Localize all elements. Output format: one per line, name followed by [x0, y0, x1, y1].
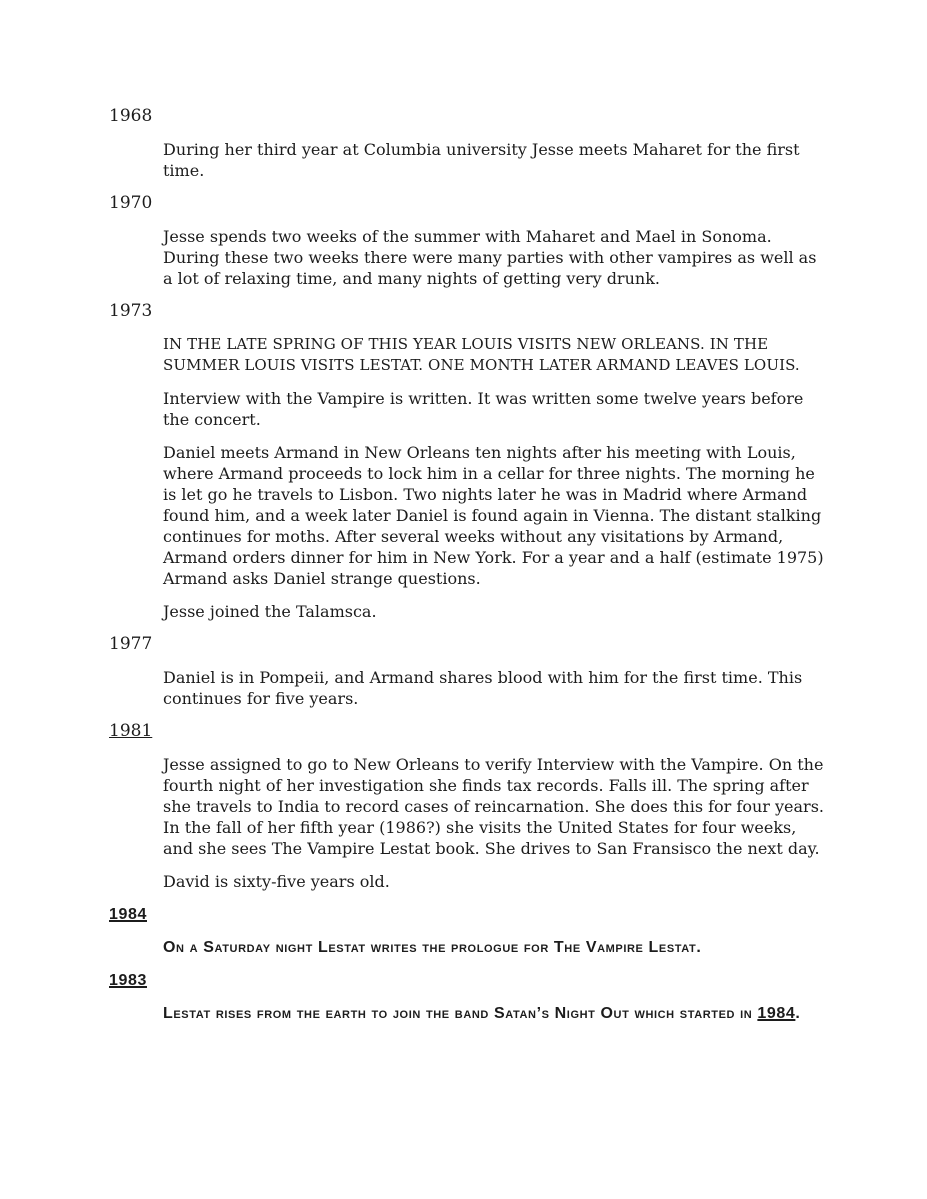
entry-paragraph: Jesse assigned to go to New Orleans to verify Interview with the Vampire. On the fourth night of her investigation she finds tax records. Falls ill. The spring after she travels to India to record cases of reincarnation. She does this for four years. In the fall of her fifth year (1986?) she visits the United States for four weeks, and she sees The Vampire Lestat book. She drives to San Fransisco the next day.: [163, 755, 824, 858]
timeline-entry-1977: [109, 634, 831, 709]
entry-paragraph-bold-smallcaps: On a Saturday night Lestat writes the prologue for The Vampire Lestat.: [163, 939, 702, 956]
entry-paragraph: Daniel meets Armand in New Orleans ten nights after his meeting with Louis, where Armand proceeds to lock him in a cellar for three nights. The morning he is let go he travels to Lisbon. Two nights later he was in Madrid where Armand found him, and a week later Daniel is found again in Vienna. The distant stalking continues for moths. After several weeks without any visitations by Armand, Armand orders dinner for him in New York. For a year and a half (estimate 1975) Armand asks Daniel strange questions.: [163, 443, 824, 588]
timeline-entry-1970: [109, 193, 831, 289]
entry-paragraph: Interview with the Vampire is written. It was written some twelve years before the concert.: [163, 389, 804, 429]
year-heading-bold-underlined: 1983: [109, 972, 147, 989]
timeline-entry-1983: [109, 970, 831, 1024]
year-heading-bold-underlined: 1984: [109, 906, 147, 923]
timeline-entry-1981: [109, 721, 831, 892]
year-heading: 1968: [109, 106, 153, 126]
timeline-entry-1968: [109, 106, 831, 181]
entry-paragraph-caps: IN THE LATE SPRING OF THIS YEAR LOUIS VISITS NEW ORLEANS. IN THE SUMMER LOUIS VISITS LESTAT. ONE MONTH LATER ARMAND LEAVES LOUIS.: [163, 335, 800, 374]
entry-paragraph: During her third year at Columbia university Jesse meets Maharet for the first time.: [163, 140, 800, 180]
year-heading: 1973: [109, 301, 153, 321]
entry-paragraph-bold-smallcaps: [163, 1003, 831, 1024]
entry-paragraph: Daniel is in Pompeii, and Armand shares blood with him for the first time. This continues for five years.: [163, 668, 803, 708]
year-heading: 1970: [109, 193, 153, 213]
entry-paragraph: Jesse spends two weeks of the summer with Maharet and Mael in Sonoma. During these two weeks there were many parties with other vampires as well as a lot of relaxing time, and many nights of getting very drunk.: [163, 227, 817, 288]
year-heading-underlined: 1981: [109, 721, 153, 741]
entry-paragraph: Jesse joined the Talamsca.: [163, 602, 377, 621]
timeline-entry-1973: [109, 301, 831, 622]
paragraph-text-prefix: Lestat rises from the earth to join the band Satan’s Night Out which started in: [163, 1005, 758, 1022]
paragraph-text-suffix: .: [795, 1005, 801, 1022]
timeline-entry-1984: [109, 904, 831, 958]
underlined-year-reference: 1984: [757, 1005, 796, 1022]
entry-paragraph: David is sixty-five years old.: [163, 872, 390, 891]
year-heading: 1977: [109, 634, 153, 654]
